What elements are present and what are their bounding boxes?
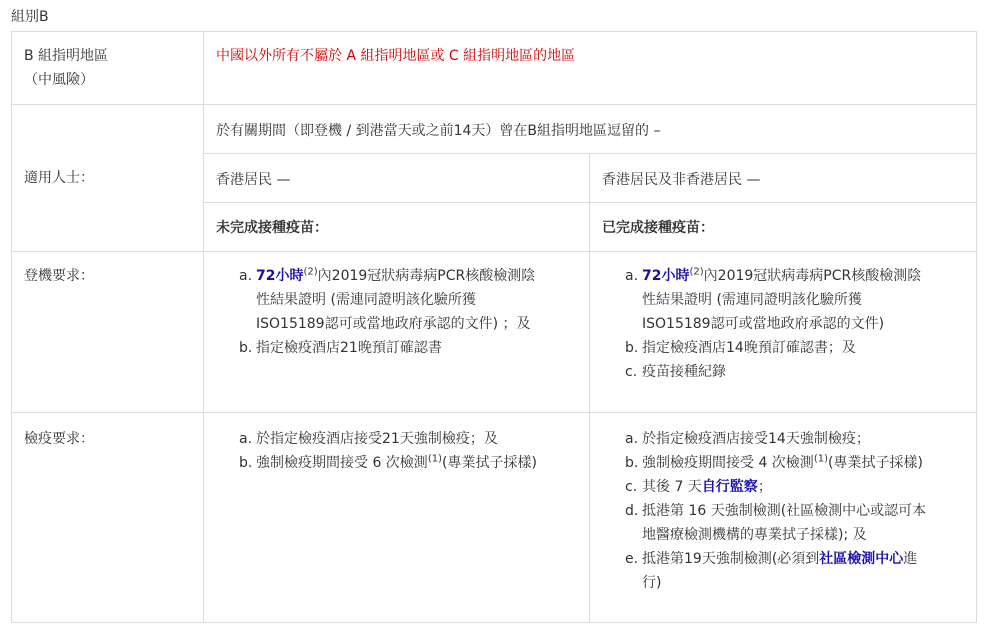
self-monitoring-link[interactable]: 自行監察	[701, 479, 758, 495]
list-text: ISO15189認可或當地政府承認的文件) ；及	[256, 316, 531, 332]
footnote-ref: (1)	[427, 453, 442, 465]
page-title: 組別B	[11, 9, 49, 25]
risk-level: （中風險）	[24, 72, 94, 88]
list-marker: c.	[625, 479, 638, 495]
boarding-col1-list	[204, 264, 589, 360]
list-text: 地醫療檢測機構的專業拭子採樣); 及	[642, 527, 867, 543]
list-item	[625, 547, 976, 595]
quarantine-col1-list	[204, 427, 589, 475]
region-row	[12, 32, 977, 105]
community-testing-centre-link[interactable]: 社區檢測中心	[819, 551, 904, 567]
quarantine-col2-cell	[590, 413, 977, 623]
footnote-ref: (2)	[689, 266, 704, 278]
list-item	[625, 336, 976, 360]
list-text: ；	[757, 479, 772, 495]
list-item	[625, 264, 976, 336]
col2-status-cell	[590, 203, 977, 252]
boarding-col2-list	[590, 264, 976, 384]
list-item	[239, 451, 589, 475]
list-text: 性結果證明 (需連同證明該化驗所獲	[642, 292, 862, 308]
list-text: 行)	[642, 575, 662, 591]
list-marker: b.	[625, 340, 639, 356]
list-marker: a.	[625, 268, 639, 284]
list-item	[625, 360, 976, 384]
list-text: 內2019冠狀病毒病PCR核酸檢測陰	[703, 268, 922, 284]
list-text: 指定檢疫酒店21晚預訂確認書	[256, 340, 442, 356]
list-item	[239, 264, 589, 336]
quarantine-col1-cell	[204, 413, 590, 623]
list-text: (專業拭子採樣)	[827, 455, 923, 471]
list-text: 抵港第19天強制檢測(必須到	[642, 551, 820, 567]
boarding-label-cell	[12, 252, 204, 413]
list-marker: a.	[625, 431, 639, 447]
list-marker: b.	[239, 455, 253, 471]
region-desc-cell	[204, 32, 977, 105]
col2-group: 香港居民及非香港居民 —	[602, 172, 761, 188]
col1-status-cell	[204, 203, 590, 252]
list-text: 抵港第 16 天強制檢測(社區檢測中心或認可本	[642, 503, 927, 519]
list-item	[625, 499, 976, 547]
list-marker: d.	[625, 503, 639, 519]
list-text: ISO15189認可或當地政府承認的文件)	[642, 316, 885, 332]
col1-group: 香港居民 —	[216, 172, 291, 188]
quarantine-label-cell	[12, 413, 204, 623]
quarantine-table	[11, 31, 977, 623]
list-text: 於指定檢疫酒店接受14天強制檢疫；	[642, 431, 870, 447]
list-item	[625, 427, 976, 451]
quarantine-row	[12, 413, 977, 623]
list-item	[239, 427, 589, 451]
list-text: 疫苗接種紀錄	[642, 364, 726, 380]
region-description: 中國以外所有不屬於 A 組指明地區或 C 組指明地區的地區	[216, 48, 576, 64]
footnote-ref: (2)	[303, 266, 318, 278]
footnote-ref: (1)	[813, 453, 828, 465]
list-text: 性結果證明 (需連同證明該化驗所獲	[256, 292, 476, 308]
boarding-col1-cell	[204, 252, 590, 413]
boarding-label: 登機要求：	[24, 268, 94, 284]
list-marker: b.	[239, 340, 253, 356]
col2-status: 已完成接種疫苗：	[602, 220, 714, 236]
applicable-label: 適用人士：	[24, 170, 94, 186]
list-text: 強制檢疫期間接受 6 次檢測	[256, 455, 428, 471]
applicable-intro-row	[12, 105, 977, 154]
list-item	[239, 336, 589, 360]
quarantine-label: 檢疫要求：	[24, 431, 94, 447]
72-hours-link[interactable]: 72小時	[256, 268, 304, 284]
list-text: 其後 7 天	[642, 479, 702, 495]
list-item	[625, 475, 976, 499]
boarding-row	[12, 252, 977, 413]
list-text: 強制檢疫期間接受 4 次檢測	[642, 455, 814, 471]
list-marker: b.	[625, 455, 639, 471]
list-marker: a.	[239, 268, 253, 284]
applicable-label-cell	[12, 105, 204, 252]
72-hours-link[interactable]: 72小時	[642, 268, 690, 284]
col1-group-cell	[204, 154, 590, 203]
list-text: 內2019冠狀病毒病PCR核酸檢測陰	[317, 268, 536, 284]
list-text: 指定檢疫酒店14晚預訂確認書；及	[642, 340, 856, 356]
col2-group-cell	[590, 154, 977, 203]
applicable-intro: 於有關期間（即登機 / 到港當天或之前14天）曾在B組指明地區逗留的 –	[216, 123, 661, 139]
list-text: 進	[903, 551, 918, 567]
list-marker: e.	[625, 551, 639, 567]
applicable-intro-cell	[204, 105, 977, 154]
list-text: 於指定檢疫酒店接受21天強制檢疫；及	[256, 431, 498, 447]
quarantine-col2-list	[590, 427, 976, 595]
list-item	[625, 451, 976, 475]
list-marker: a.	[239, 431, 253, 447]
list-marker: c.	[625, 364, 638, 380]
boarding-col2-cell	[590, 252, 977, 413]
list-text: (專業拭子採樣)	[441, 455, 537, 471]
region-label: B 組指明地區	[24, 48, 109, 64]
col1-status: 未完成接種疫苗：	[216, 220, 328, 236]
region-label-cell	[12, 32, 204, 105]
